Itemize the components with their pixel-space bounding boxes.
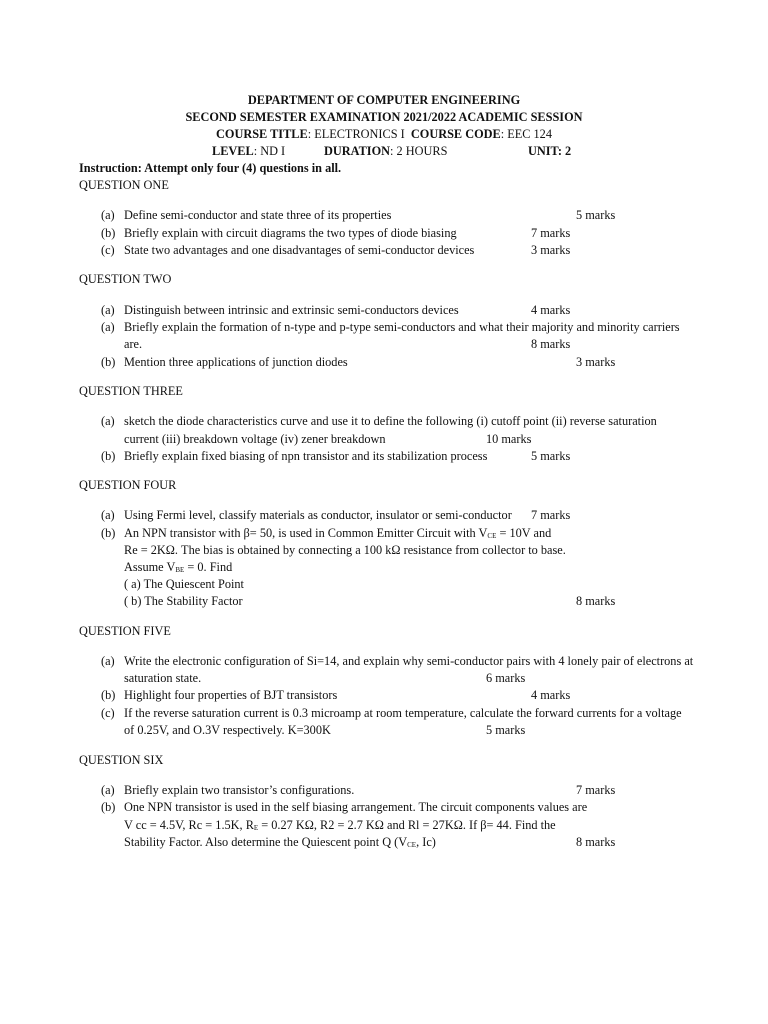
- q5-c-label: (c): [101, 706, 115, 720]
- q6-b-line1: One NPN transistor is used in the self biasing arrangement. The circuit components values are: [124, 800, 588, 814]
- q1-b-label: (b): [101, 226, 116, 240]
- q4-b-line4: ( a) The Quiescent Point: [124, 577, 244, 591]
- unit-field: UNIT: 2: [528, 144, 572, 158]
- q2-a2-text: Briefly explain the formation of n-type and p-type semi-conductors and what their majority and minority carriers: [124, 320, 680, 334]
- q3-b-text: Briefly explain fixed biasing of npn transistor and its stabilization process: [124, 449, 488, 463]
- q2-b-text: Mention three applications of junction diodes: [124, 355, 348, 369]
- question-two-title: QUESTION TWO: [79, 272, 172, 286]
- q2-a2-marks: 8 marks: [531, 337, 571, 351]
- q1-c-text: State two advantages and one disadvantages of semi-conductor devices: [124, 243, 475, 257]
- question-five-title: QUESTION FIVE: [79, 624, 171, 638]
- q3-a-marks: 10 marks: [486, 432, 532, 446]
- question-six-title: QUESTION SIX: [79, 753, 164, 767]
- q5-c-text-cont: of 0.25V, and O.3V respectively. K=300K: [124, 723, 331, 737]
- q4-b-label: (b): [101, 526, 116, 540]
- q5-a-text: Write the electronic configuration of Si=14, and explain why semi-conductor pairs with 4 lonely pair of electrons at: [124, 654, 694, 668]
- q1-b-text: Briefly explain with circuit diagrams the two types of diode biasing: [124, 226, 457, 240]
- q2-a2-label: (a): [101, 320, 115, 334]
- q1-c-marks: 3 marks: [531, 243, 571, 257]
- q5-b-text: Highlight four properties of BJT transistors: [124, 688, 338, 702]
- q2-a2-text-cont: are.: [124, 337, 143, 351]
- q4-a-text: Using Fermi level, classify materials as conductor, insulator or semi-conductor: [124, 508, 512, 522]
- q3-a-label: (a): [101, 414, 115, 428]
- course-line: COURSE TITLE: ELECTRONICS I COURSE CODE: EEC 124: [216, 127, 552, 141]
- instruction: Instruction: Attempt only four (4) questions in all.: [79, 161, 342, 175]
- q2-b-label: (b): [101, 355, 116, 369]
- q1-c-label: (c): [101, 243, 115, 257]
- q1-a-marks: 5 marks: [576, 208, 616, 222]
- q4-b-line2: Re = 2KΩ. The bias is obtained by connecting a 100 kΩ resistance from collector to base.: [124, 543, 566, 557]
- question-four-title: QUESTION FOUR: [79, 478, 177, 492]
- level-field: LEVEL: ND I: [212, 144, 286, 158]
- q4-a-marks: 7 marks: [531, 508, 571, 522]
- q3-b-label: (b): [101, 449, 116, 463]
- q6-a-text: Briefly explain two transistor’s configurations.: [124, 783, 355, 797]
- q1-a-text: Define semi-conductor and state three of its properties: [124, 208, 392, 222]
- q5-b-marks: 4 marks: [531, 688, 571, 702]
- duration-field: DURATION: 2 HOURS: [324, 144, 448, 158]
- q6-b-label: (b): [101, 800, 116, 814]
- q2-a-text: Distinguish between intrinsic and extrinsic semi-conductors devices: [124, 303, 459, 317]
- q4-a-label: (a): [101, 508, 115, 522]
- q6-a-marks: 7 marks: [576, 783, 616, 797]
- question-three-title: QUESTION THREE: [79, 384, 183, 398]
- q3-a-text-cont: current (iii) breakdown voltage (iv) zener breakdown: [124, 432, 386, 446]
- q2-b-marks: 3 marks: [576, 355, 616, 369]
- q2-a-label: (a): [101, 303, 115, 317]
- q4-b-line1: An NPN transistor with β= 50, is used in Common Emitter Circuit with $V_{CE} = 10V$ and: [124, 526, 552, 540]
- question-one-title: QUESTION ONE: [79, 178, 169, 192]
- q5-b-label: (b): [101, 688, 116, 702]
- q5-a-text-cont: saturation state.: [124, 671, 202, 685]
- q5-c-text: If the reverse saturation current is 0.3 microamp at room temperature, calculate the forward currents for a voltage: [124, 706, 682, 720]
- q6-b-line2: V cc = 4.5V, Rc = 1.5K, $R_E = 0.27$ KΩ, R2 = 2.7 KΩ and Rl = 27KΩ. If β= 44. Find the: [124, 818, 556, 832]
- q4-b-line3: Assume $V_{BE} = 0$. Find: [124, 560, 233, 574]
- q2-a-marks: 4 marks: [531, 303, 571, 317]
- q4-b-line5: ( b) The Stability Factor: [124, 594, 243, 608]
- department-heading: DEPARTMENT OF COMPUTER ENGINEERING: [247, 93, 521, 107]
- q6-a-label: (a): [101, 783, 115, 797]
- q4-b-marks: 8 marks: [576, 594, 616, 608]
- q3-b-marks: 5 marks: [531, 449, 571, 463]
- q5-a-label: (a): [101, 654, 115, 668]
- q3-a-text: sketch the diode characteristics curve and use it to define the following (i) cutoff point (ii) reverse saturation: [124, 414, 657, 428]
- q1-a-label: (a): [101, 208, 115, 222]
- q5-a-marks: 6 marks: [486, 671, 526, 685]
- q6-b-line3: Stability Factor. Also determine the Quiescent point Q ($V_{CE}$, Ic): [124, 835, 436, 849]
- q1-b-marks: 7 marks: [531, 226, 571, 240]
- q6-b-marks: 8 marks: [576, 835, 616, 849]
- exam-heading: SECOND SEMESTER EXAMINATION 2021/2022 ACADEMIC SESSION: [185, 110, 583, 124]
- q5-c-marks: 5 marks: [486, 723, 526, 737]
